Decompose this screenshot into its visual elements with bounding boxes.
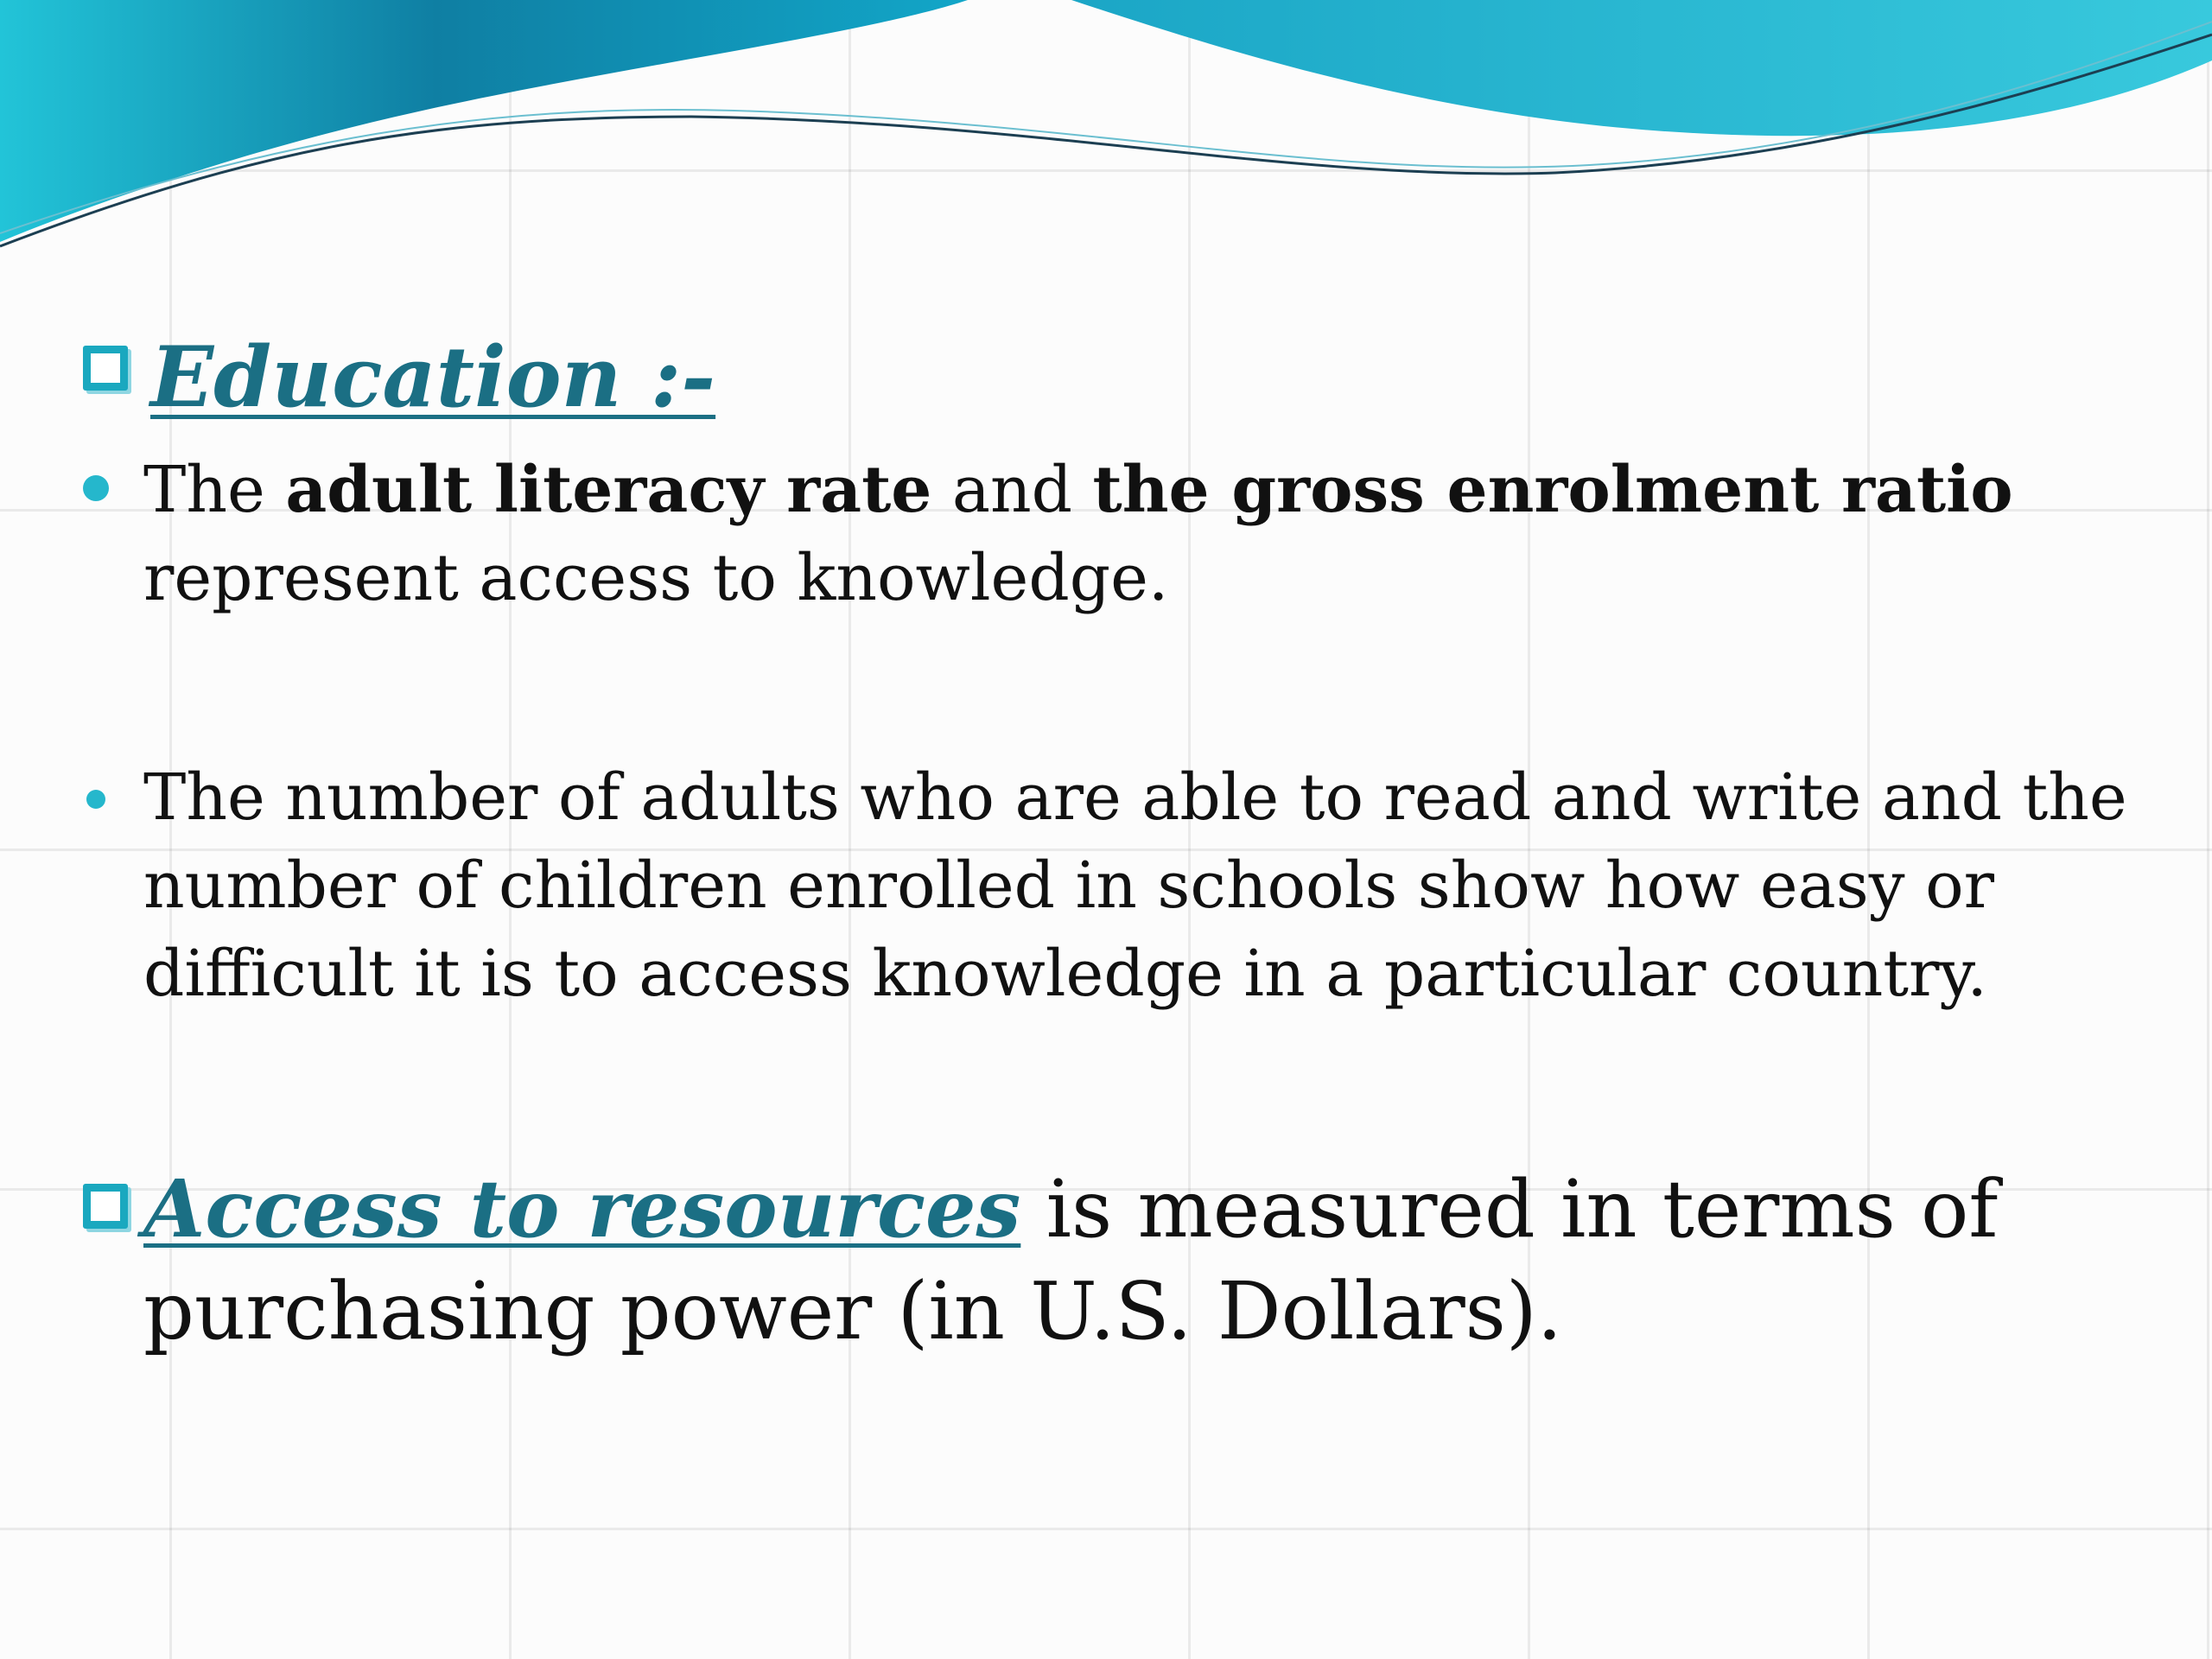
adult-literacy-rate-bold: adult literacy rate bbox=[285, 453, 932, 527]
education-bullet-1-text: The adult literacy rate and the gross enrolment ratio represent access to knowledge. bbox=[143, 453, 2013, 615]
checkbox-square-icon bbox=[83, 346, 128, 391]
bullet-dot-icon bbox=[83, 475, 109, 501]
access-row bbox=[83, 1158, 2143, 1382]
bullet-dot-icon bbox=[86, 790, 105, 809]
header-wave-decoration bbox=[0, 0, 2212, 259]
education-heading: Education :- bbox=[150, 328, 716, 426]
education-bullet-1 bbox=[83, 446, 2143, 627]
access-to-resources-heading: Access to resources bbox=[143, 1162, 1021, 1255]
education-heading-row bbox=[83, 328, 2143, 426]
education-bullet-2 bbox=[83, 753, 2143, 1030]
checkbox-square-icon bbox=[83, 1184, 128, 1229]
education-bullet-2-text: The number of adults who are able to read and write and the number of children enrolled in schools show how easy or difficult it is to access knowledge in a particular country. bbox=[143, 760, 2127, 1011]
access-text bbox=[143, 1158, 2143, 1363]
gross-enrolment-ratio-bold: the gross enrolment ratio bbox=[1092, 453, 2013, 527]
access-rest-text: is measured in terms of purchasing power (in U.S. Dollars). bbox=[143, 1163, 1999, 1357]
